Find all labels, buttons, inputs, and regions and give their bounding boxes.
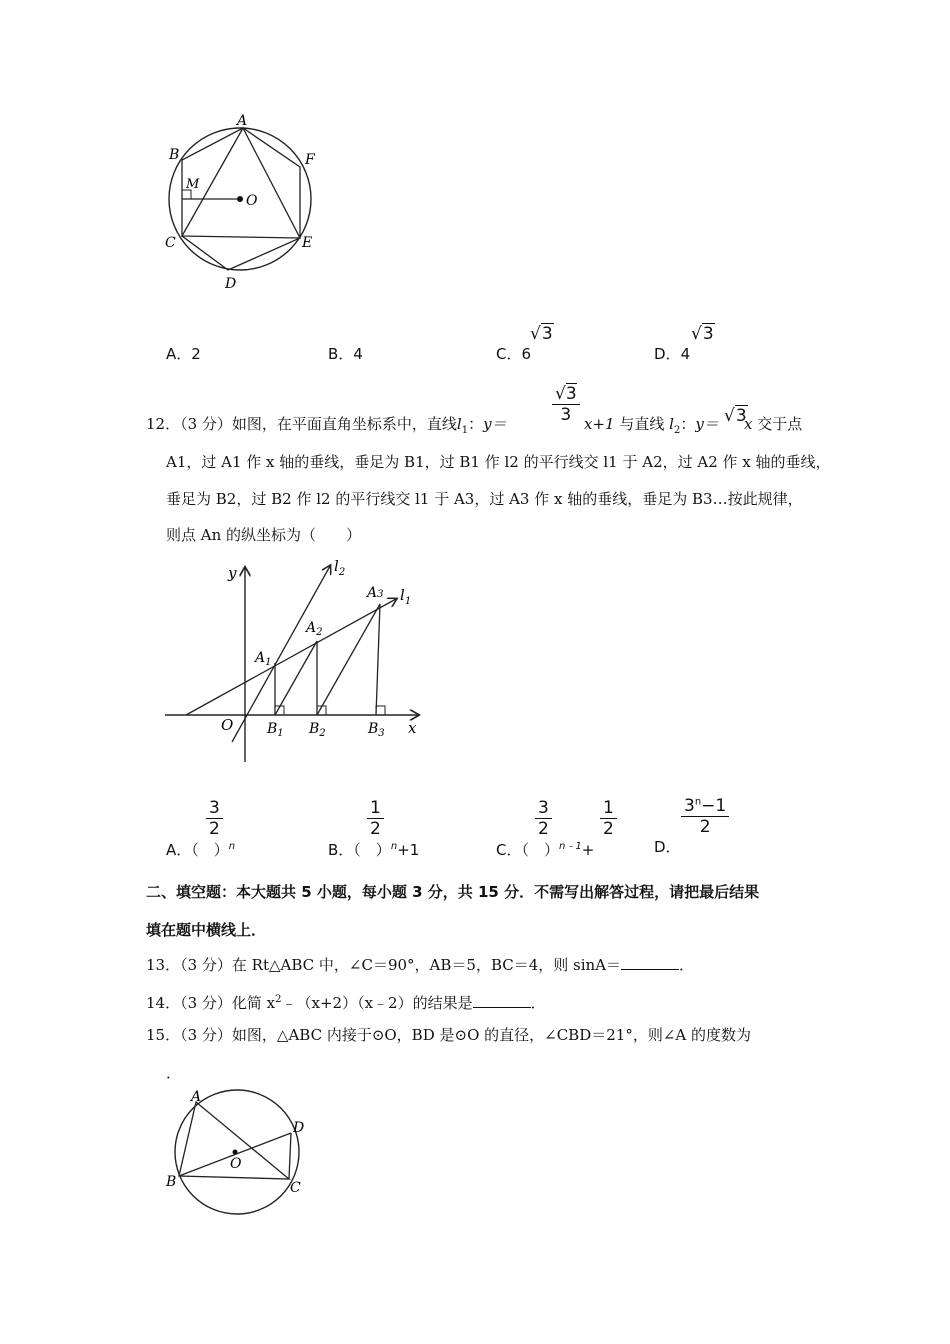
q12-option-c-fraction1: $\frac{3}{2}$ bbox=[535, 798, 552, 839]
q11-option-d-letter: D． bbox=[654, 345, 681, 363]
q12-label-a3: A3 bbox=[367, 585, 384, 601]
q11-option-c-letter: C． bbox=[496, 345, 522, 363]
q12-option-d-fraction: $\frac{3^n-1}{2}$ bbox=[681, 796, 729, 837]
section2-heading-line2: 填在题中横线上． bbox=[146, 921, 267, 939]
q15-label-b: B bbox=[166, 1174, 177, 1190]
q12-line-l1 bbox=[186, 599, 396, 715]
q15-label-o: O bbox=[230, 1156, 242, 1172]
q11-option-c-coef: 6 bbox=[521, 345, 532, 363]
q12-a3b3 bbox=[376, 604, 380, 715]
q11-label-b: B bbox=[169, 147, 180, 163]
q12-line3: 垂足为 B2，过 B2 作 l2 的平行线交 l1 于 A3，过 A3 作 x 轴的垂线，垂足为 B3…按此规律， bbox=[166, 490, 803, 508]
q14-answer-blank[interactable] bbox=[473, 993, 531, 1008]
q15-label-d: D bbox=[293, 1120, 305, 1136]
q11-option-d-sqrt: √3 bbox=[691, 324, 714, 344]
q11-option-b-value: 4 bbox=[353, 345, 363, 363]
q14: 14．（3 分）化简 $x^2﹣(x+2)(x﹣2)$的结果是 ． bbox=[146, 994, 546, 1012]
q12-line2: A1，过 A1 作 x 轴的垂线，垂足为 B1，过 B1 作 l2 的平行线交 l1 于 A2，过 A2 作 x 轴的垂线， bbox=[166, 453, 831, 471]
q11-triangle-ace bbox=[182, 128, 300, 238]
q11-label-a: A bbox=[237, 113, 248, 129]
q11-label-c: C bbox=[165, 235, 176, 251]
q11-option-c[interactable] bbox=[496, 344, 531, 364]
q12-label-l2: $l_2$ bbox=[334, 557, 346, 578]
q15-line-dc bbox=[289, 1133, 291, 1179]
q12-option-d[interactable]: D． bbox=[654, 838, 681, 856]
q12-option-a[interactable]: A．（ ）$^n$ bbox=[166, 841, 236, 859]
q12-line1: 12．（3 分）如图，在平面直角坐标系中，直线$l_1$：y＝ bbox=[146, 415, 507, 436]
q12-sqrt3: √3 bbox=[724, 406, 747, 426]
q13-answer-blank[interactable] bbox=[621, 955, 679, 970]
q11-label-e: E bbox=[302, 235, 313, 251]
q11-label-d: D bbox=[225, 276, 237, 292]
q12-label-y: y bbox=[228, 564, 237, 582]
q12-b2a3 bbox=[317, 604, 380, 715]
q12-label-b2: $B_2$ bbox=[309, 721, 326, 739]
q12-label-x: x bbox=[408, 719, 417, 737]
q11-option-b[interactable] bbox=[328, 344, 363, 364]
q11-option-c-radicand: 3 bbox=[541, 324, 553, 344]
q12-option-c-fraction2: $\frac{1}{2}$ bbox=[600, 798, 617, 839]
q14-number: 14． bbox=[146, 994, 181, 1012]
q13-text: （3 分）在 Rt△ABC 中，∠C＝90°，AB＝5，BC＝4，则 sinA＝ bbox=[180, 956, 622, 974]
q12-label-b1: $B_1$ bbox=[267, 721, 284, 739]
q12-b1a2 bbox=[275, 641, 317, 715]
q11-label-m: M bbox=[186, 177, 200, 192]
q11-figure bbox=[150, 105, 330, 295]
q12-label-a1: $A_1$ bbox=[255, 650, 272, 668]
q12-option-c[interactable]: C．（ ）$^{n﹣1}$+ bbox=[496, 841, 595, 859]
q12-line4: 则点 An 的纵坐标为（ ） bbox=[166, 526, 362, 544]
q15-text: （3 分）如图，△ABC 内接于⊙O，BD 是⊙O 的直径，∠CBD＝21°，则∠A 的度数为 bbox=[180, 1026, 751, 1044]
q11-option-d-radicand: 3 bbox=[702, 324, 714, 344]
q12-option-a-fraction: $\frac{3}{2}$ bbox=[206, 798, 223, 839]
q12-line1-end: x 交于点 bbox=[744, 415, 803, 433]
q11-option-d[interactable] bbox=[654, 344, 690, 364]
q13: 13．（3 分）在 Rt△ABC 中，∠C＝90°，AB＝5，BC＝4，则 sinA＝ ． bbox=[146, 956, 695, 974]
q11-option-a-letter: A． bbox=[166, 345, 192, 363]
q12-fraction-sqrt3-over-3: $\frac{√3}{3}$ bbox=[552, 384, 580, 425]
q12-line1-rest: x+1 与直线 $l_2$：y＝ bbox=[584, 415, 719, 436]
q12-score: （3 分） bbox=[180, 415, 232, 433]
q12-label-b3: $B_3$ bbox=[368, 721, 385, 739]
q11-center-dot bbox=[237, 196, 243, 202]
q15-center-dot bbox=[233, 1150, 238, 1155]
q11-option-a[interactable] bbox=[166, 344, 201, 364]
q15 bbox=[146, 1025, 751, 1045]
q12-option-b[interactable]: B．（ ）$^n$+1 bbox=[328, 841, 420, 859]
q12-right-angle-b3 bbox=[376, 706, 385, 715]
q11-option-d-coef: 4 bbox=[680, 345, 691, 363]
q12-label-l1: $l_1$ bbox=[400, 586, 412, 607]
q11-option-b-letter: B． bbox=[328, 345, 354, 363]
q12-label-o: O bbox=[221, 716, 234, 734]
q15-number: 15． bbox=[146, 1026, 181, 1044]
q12-label-a2: $A_2$ bbox=[306, 620, 323, 638]
q15-label-c: C bbox=[290, 1180, 301, 1196]
section2-heading-line1: 二、填空题：本大题共 5 小题，每小题 3 分，共 15 分．不需写出解答过程，请把最后结果 bbox=[146, 883, 760, 901]
q15-label-a: A bbox=[191, 1089, 202, 1105]
q11-label-o: O bbox=[246, 193, 258, 209]
q12-option-b-fraction: $\frac{1}{2}$ bbox=[367, 798, 384, 839]
q12-graph bbox=[160, 555, 430, 767]
q11-option-c-sqrt: √3 bbox=[530, 324, 553, 344]
q15-figure bbox=[160, 1085, 320, 1220]
q13-number: 13． bbox=[146, 956, 181, 974]
q11-option-a-value: 2 bbox=[191, 345, 201, 363]
q12-number: 12． bbox=[146, 415, 181, 433]
q11-label-f: F bbox=[305, 152, 315, 168]
q15-line2: ． bbox=[166, 1064, 182, 1082]
